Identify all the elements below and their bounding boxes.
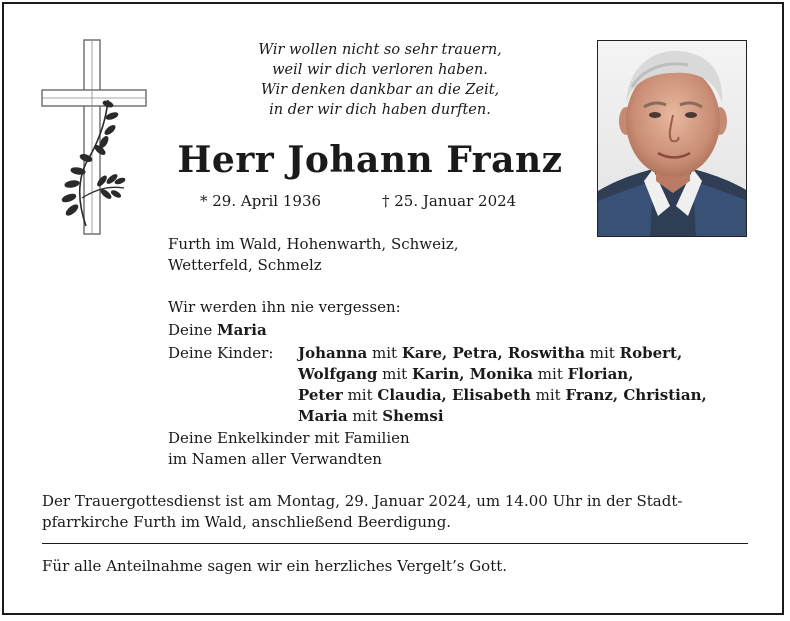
connector-text: mit bbox=[533, 365, 568, 383]
divider-line bbox=[42, 543, 748, 544]
child-names: Peter bbox=[298, 386, 343, 404]
connector-text: mit bbox=[377, 365, 412, 383]
connector-text: mit bbox=[367, 344, 402, 362]
child-names: Johanna bbox=[298, 344, 368, 362]
grandchildren-block bbox=[168, 428, 410, 470]
wife-name: Maria bbox=[217, 321, 267, 339]
connector-text: mit bbox=[342, 386, 378, 404]
wife-line bbox=[168, 320, 267, 341]
poem-line: Wir wollen nicht so sehr trauern, bbox=[258, 42, 502, 58]
relatives-line: im Namen aller Verwandten bbox=[168, 450, 382, 468]
child-names: Maria bbox=[298, 407, 348, 425]
child-names: Florian, bbox=[567, 365, 634, 383]
child-names: Shemsi bbox=[382, 407, 444, 425]
memorial-poem bbox=[190, 40, 570, 120]
places-of-residence bbox=[168, 234, 459, 276]
children-line bbox=[298, 385, 707, 406]
children-line bbox=[298, 364, 707, 385]
wife-prefix: Deine bbox=[168, 321, 218, 339]
service-line: pfarrkirche Furth im Wald, anschließend Beerdigung. bbox=[42, 513, 452, 531]
portrait-photo bbox=[597, 40, 747, 237]
child-names: Franz, Christian, bbox=[565, 386, 707, 404]
child-names: Robert, bbox=[619, 344, 683, 362]
connector-text: mit bbox=[585, 344, 620, 362]
never-forget-line: Wir werden ihn nie vergessen: bbox=[168, 298, 401, 316]
poem-line: in der wir dich haben durften. bbox=[269, 102, 491, 118]
grandchildren-line: Deine Enkelkinder mit Familien bbox=[168, 429, 410, 447]
poem-line: weil wir dich verloren haben. bbox=[272, 62, 488, 78]
places-line: Furth im Wald, Hohenwarth, Schweiz, bbox=[168, 235, 459, 253]
children-lines bbox=[298, 343, 707, 427]
connector-text: mit bbox=[530, 386, 566, 404]
connector-text: mit bbox=[347, 407, 383, 425]
children-line bbox=[298, 406, 707, 427]
thanks-line: Für alle Anteilnahme sagen wir ein herzliches Vergelt’s Gott. bbox=[42, 557, 508, 575]
children-line bbox=[298, 343, 707, 364]
poem-line: Wir denken dankbar an die Zeit, bbox=[260, 82, 500, 98]
cross-with-palm-icon bbox=[38, 38, 148, 238]
birth-date: * 29. April 1936 bbox=[200, 192, 322, 210]
children-label: Deine Kinder: bbox=[168, 344, 274, 362]
child-names: Karin, Monika bbox=[411, 365, 534, 383]
death-date: † 25. Januar 2024 bbox=[382, 192, 517, 210]
deceased-name: Herr Johann Franz bbox=[177, 139, 563, 181]
funeral-service-notice bbox=[42, 491, 752, 533]
child-names: Kare, Petra, Roswitha bbox=[401, 344, 586, 362]
places-line: Wetterfeld, Schmelz bbox=[168, 256, 322, 274]
child-names: Wolfgang bbox=[298, 365, 378, 383]
child-names: Claudia, Elisabeth bbox=[377, 386, 531, 404]
service-line: Der Trauergottesdienst ist am Montag, 29. Januar 2024, um 14.00 Uhr in der Stadt- bbox=[42, 492, 683, 510]
portrait-illustration bbox=[598, 41, 747, 237]
